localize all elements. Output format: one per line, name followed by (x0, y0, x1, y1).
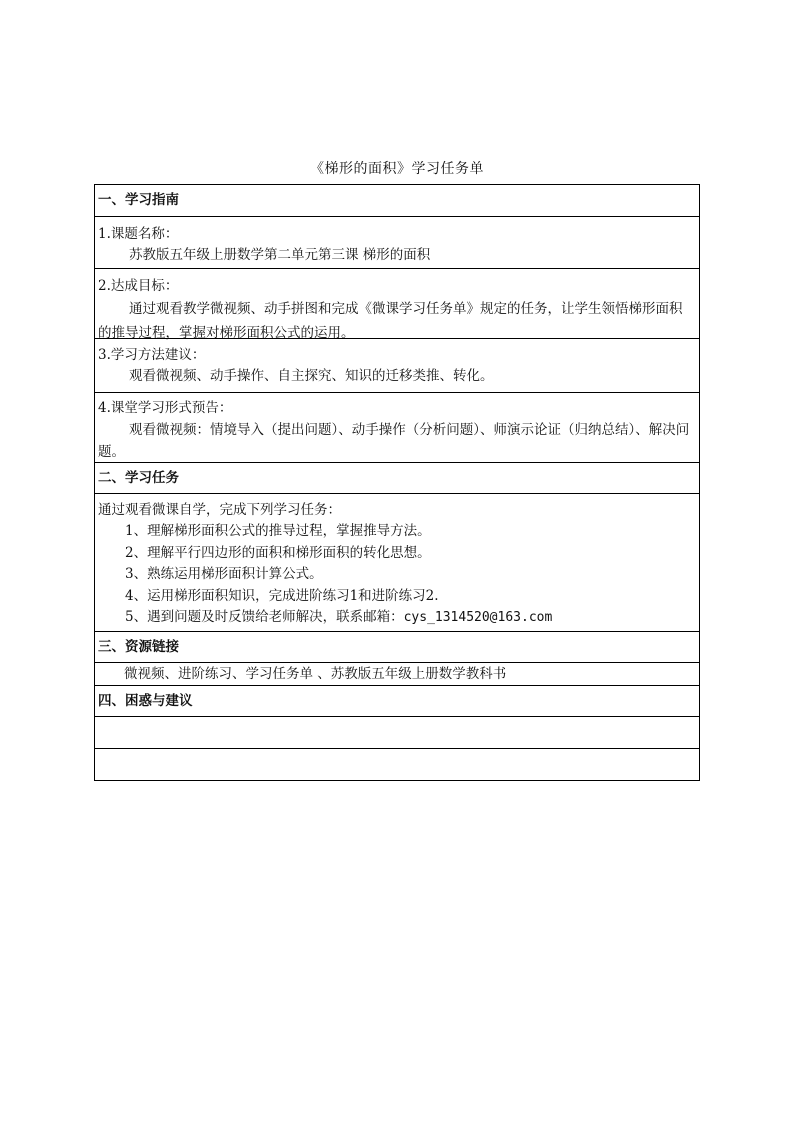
task-item-text: 5、遇到问题及时反馈给老师解决，联系邮箱： (125, 609, 404, 625)
method-cell (95, 338, 699, 392)
topic-name-label: 1.课题名称： (98, 226, 179, 242)
section-heading-task: 二、学习任务 (95, 462, 699, 493)
task-item: 1、理解梯形面积公式的推导过程，掌握推导方法。 (125, 523, 431, 539)
document-title: 《梯形的面积》学习任务单 (310, 161, 484, 177)
resource-text: 微视频、进阶练习、学习任务单 、苏教版五年级上册数学教科书 (124, 666, 507, 682)
task-item-contact (95, 607, 699, 629)
method-text: 观看微视频、动手操作、自主探究、知识的迁移类推、转化。 (129, 368, 494, 384)
class-form-text: 观看微视频：情境导入（提出问题）、动手操作（分析问题）、师演示论证（归纳总结）、解决问题。 (98, 422, 690, 460)
task-cell (95, 493, 699, 631)
task-item: 4、运用梯形面积知识，完成进阶练习1和进阶练习2. (125, 587, 439, 604)
feedback-blank-row[interactable] (95, 716, 699, 748)
task-item: 2、理解平行四边形的面积和梯形面积的转化思想。 (125, 544, 431, 561)
section-heading-resources: 三、资源链接 (95, 631, 699, 662)
task-item: 3、熟练运用梯形面积计算公式。 (125, 566, 323, 582)
class-form-cell (95, 392, 699, 462)
section-heading-feedback: 四、困惑与建议 (95, 685, 699, 716)
class-form-label: 4.课堂学习形式预告： (98, 400, 233, 416)
task-sheet-table (94, 184, 700, 781)
topic-name-cell (95, 216, 699, 268)
goal-text: 通过观看教学微视频、动手拼图和完成《微课学习任务单》规定的任务，让学生领悟梯形面积的推导过程，掌握对梯形面积公式的运用。 (98, 301, 683, 341)
goal-label: 2.达成目标： (98, 278, 179, 294)
section-heading-guide: 一、学习指南 (98, 192, 179, 208)
task-intro: 通过观看微课自学，完成下列学习任务： (98, 502, 341, 518)
method-label: 3.学习方法建议： (98, 347, 206, 363)
topic-name-value: 苏教版五年级上册数学第二单元第三课 梯形的面积 (129, 247, 431, 263)
contact-email[interactable]: cys_1314520@163.com (403, 610, 553, 625)
feedback-blank-row[interactable] (95, 748, 699, 780)
goal-cell (95, 268, 699, 341)
resource-cell (95, 662, 699, 685)
